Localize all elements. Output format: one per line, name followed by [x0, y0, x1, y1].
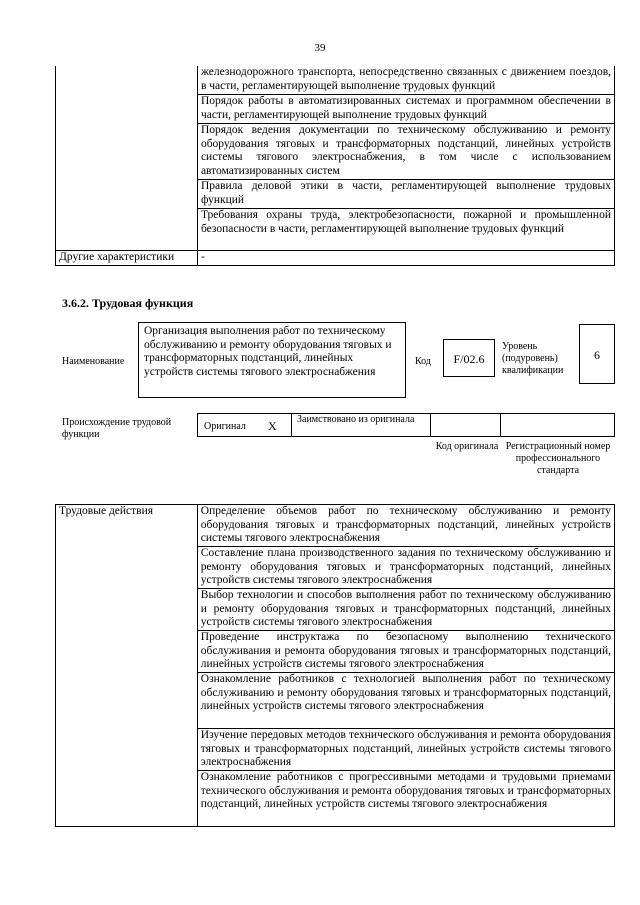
action-row: Изучение передовых методов технического обслуживания и ремонта оборудования тяговых и трансформаторных подстанций, линейных устройств системы тягового электроснабжения — [197, 729, 614, 771]
code-original-label: Код оригинала — [435, 441, 499, 452]
action-row: Выбор технологии и способов выполнения работ по техническому обслуживанию и ремонту оборудования тяговых и трансформаторных подстанций, линейных устройств системы тягового электроснабжения — [197, 589, 614, 631]
kod-value: F/02.6 — [443, 339, 495, 377]
borrowed-cell — [291, 413, 431, 437]
top-table-row: железнодорожного транспорта, непосредственно связанных с движением поездов, в части, регламентирующей выполнение трудовых функций — [197, 66, 614, 95]
actions-label: Трудовые действия — [56, 505, 198, 827]
origin-label: Происхождение трудовой функции — [62, 417, 172, 440]
top-table-row: Порядок работы в автоматизированных системах и программном обеспечении в части, регламентирующей выполнение трудовых функций — [197, 95, 614, 124]
action-row: Определение объемов работ по техническому обслуживанию и ремонту оборудования тяговых и трансформаторных подстанций, линейных устройств системы тягового электроснабжения — [197, 505, 614, 547]
origin-row — [197, 413, 615, 437]
name-label: Наименование — [62, 356, 125, 367]
top-table-row: Правила деловой этики в части, регламентирующей выполнение трудовых функций — [197, 180, 614, 209]
top-table-row: Порядок ведения документации по техническому обслуживанию и ремонту оборудования тяговых и трансформаторных подстанций, линейных устройств системы тягового электроснабжения, в том числе с использованием автоматизированных систем — [197, 124, 614, 180]
borrowed-label: Заимствовано из оригинала — [297, 414, 415, 425]
top-table-row: Требования охраны труда, электробезопасности, пожарной и промышленной безопасности в части, регламентирующей выполнение трудовых функций — [197, 209, 614, 251]
action-row: Ознакомление работников с технологией выполнения работ по техническому обслуживанию и ремонту оборудования тяговых и трансформаторных подстанций, линейных устройств системы тягового электроснабжения — [197, 673, 614, 729]
action-row: Проведение инструктажа по безопасному выполнению технического обслуживания и ремонта оборудования тяговых и трансформаторных подстанций, линейных устройств системы тягового электроснабжения — [197, 631, 614, 673]
function-name-box: Организация выполнения работ по техническому обслуживанию и ремонту оборудования тяговых и трансформаторных подстанций, линейных устройств системы тягового электроснабжения — [138, 322, 406, 398]
action-row: Ознакомление работников с прогрессивными методами и трудовыми приемами технического обслуживания и ремонта оборудования тяговых и трансформаторных подстанций, линейных устройств системы тягового электроснабжения — [197, 771, 614, 827]
top-table-left-cell — [56, 66, 198, 251]
original-label: Оригинал — [204, 421, 246, 432]
other-characteristics-value: - — [197, 251, 614, 266]
page-number: 39 — [314, 42, 326, 54]
level-value: 6 — [579, 324, 615, 384]
original-cell — [197, 413, 292, 437]
action-row: Составление плана производственного задания по техническому обслуживанию и ремонту оборудования тяговых и трансформаторных подстанций, линейных устройств системы тягового электроснабжения — [197, 547, 614, 589]
section-heading: 3.6.2. Трудовая функция — [62, 296, 194, 310]
other-characteristics-label: Другие характеристики — [56, 251, 198, 266]
reg-number-cell — [500, 413, 615, 437]
top-table — [55, 66, 615, 266]
code-original-cell — [430, 413, 501, 437]
kod-label: Код — [415, 356, 431, 367]
level-label: Уровень (подуровень) квалификации — [502, 341, 564, 376]
actions-table — [55, 504, 615, 827]
reg-number-label: Регистрационный номер профессионального стандарта — [505, 441, 611, 476]
original-mark: X — [268, 419, 277, 433]
